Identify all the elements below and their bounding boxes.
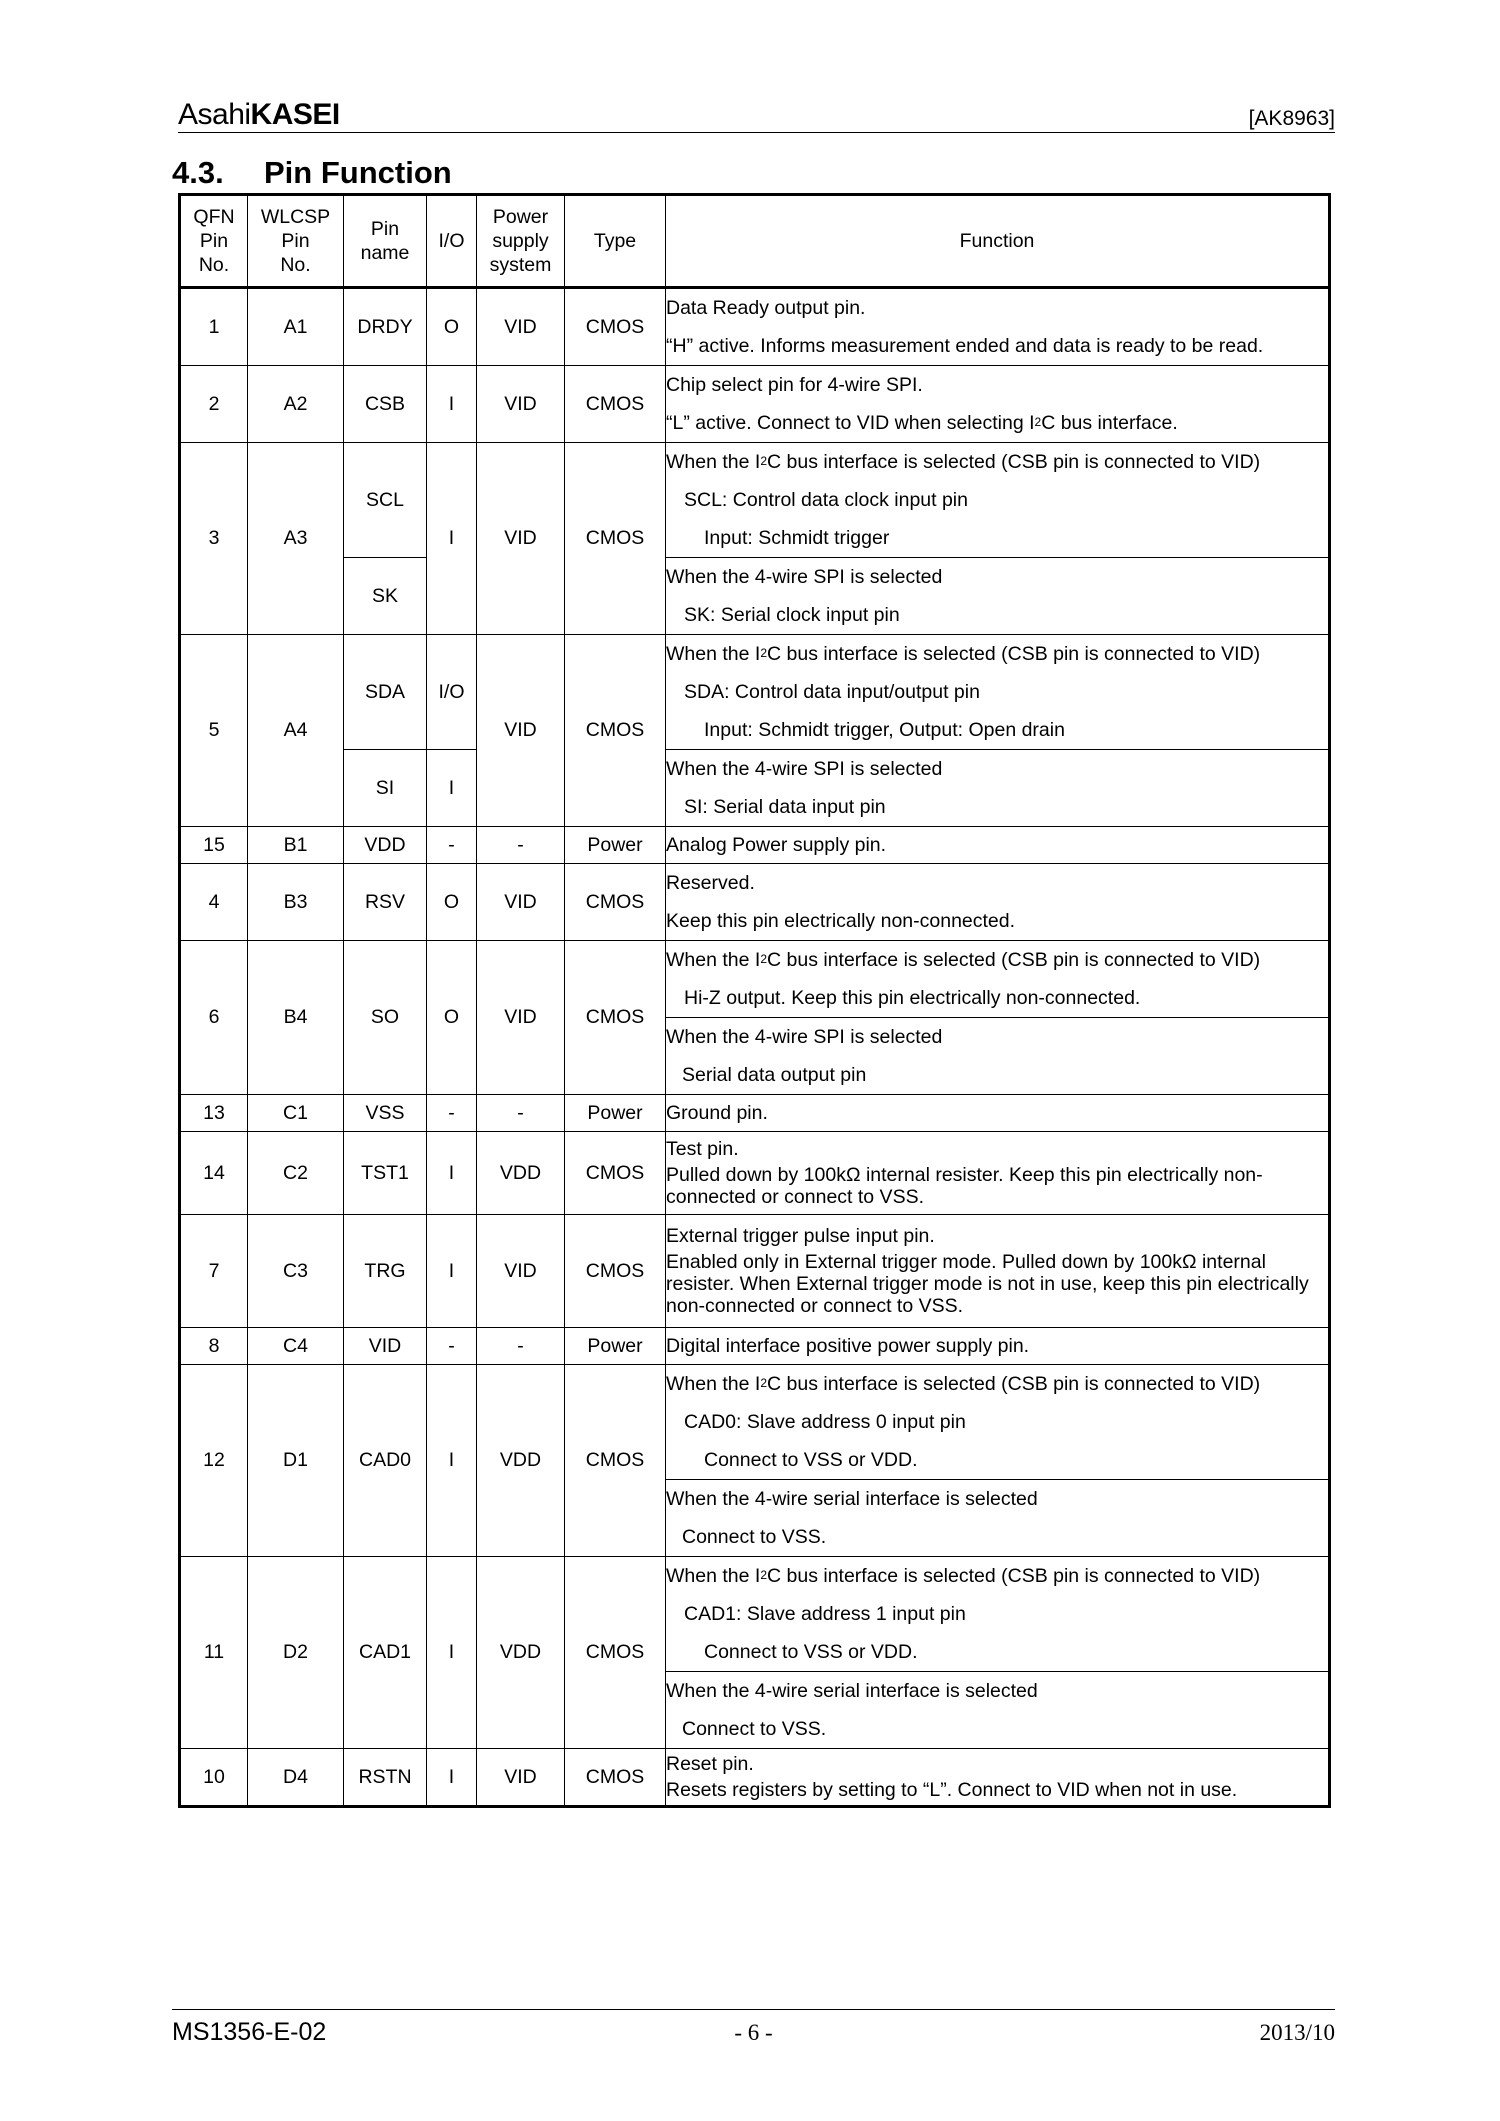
logo-text-kasei: KASEI <box>250 98 340 131</box>
cell-wlcsp: D2 <box>248 1557 344 1749</box>
cell-pin-name: SCL <box>344 443 427 558</box>
cell-function: When the 4-wire serial interface is selected Connect to VSS. <box>666 1480 1330 1557</box>
header-io: I/O <box>427 195 477 288</box>
cell-pin-name: VID <box>344 1328 427 1365</box>
cell-type: CMOS <box>565 1215 666 1328</box>
cell-power: - <box>477 1328 565 1365</box>
cell-power: VID <box>477 941 565 1095</box>
cell-function: When the $I^2C$ bus interface is selected (CSB pin is connected to VID) CAD1: Slave address 1 input pin Connect to VSS or VDD. <box>666 1557 1330 1672</box>
cell-io: I <box>427 1557 477 1749</box>
cell-type: CMOS <box>565 1749 666 1807</box>
cell-type: CMOS <box>565 1557 666 1749</box>
document-date: 2013/10 <box>1259 2020 1335 2045</box>
cell-wlcsp: C3 <box>248 1215 344 1328</box>
cell-pin-name: CAD1 <box>344 1557 427 1749</box>
header-qfn-pin-no: QFN Pin No. <box>180 195 248 288</box>
cell-pin-name: TST1 <box>344 1132 427 1215</box>
cell-io: I <box>427 443 477 635</box>
cell-function: External trigger pulse input pin. Enabled only in External trigger mode. Pulled down by 100kΩ internal resister. When External trigger mode is not in use, keep this pin electrically non-connected or connect to VSS. <box>666 1215 1330 1328</box>
cell-power: VID <box>477 366 565 443</box>
cell-type: CMOS <box>565 864 666 941</box>
table-row <box>180 1749 1330 1807</box>
cell-io: I <box>427 1365 477 1557</box>
cell-wlcsp: A2 <box>248 366 344 443</box>
cell-wlcsp: A1 <box>248 288 344 366</box>
cell-wlcsp: B1 <box>248 827 344 864</box>
document-id: [AK8963] <box>1248 107 1335 130</box>
cell-qfn: 1 <box>180 288 248 366</box>
cell-function: Digital interface positive power supply pin. <box>666 1328 1330 1365</box>
company-logo <box>178 100 340 130</box>
document-number: MS1356-E-02 <box>172 2018 327 2046</box>
cell-function: When the $I^2C$ bus interface is selected (CSB pin is connected to VID) Hi-Z output. Keep this pin electrically non-connected. <box>666 941 1330 1018</box>
cell-pin-name: RSV <box>344 864 427 941</box>
cell-wlcsp: C2 <box>248 1132 344 1215</box>
cell-function: When the $I^2C$ bus interface is selected (CSB pin is connected to VID) SDA: Control data input/output pin Input: Schmidt trigger, Output: Open drain <box>666 635 1330 750</box>
cell-power: - <box>477 1095 565 1132</box>
cell-type: Power <box>565 827 666 864</box>
table-row <box>180 635 1330 750</box>
header-pin-name: Pin name <box>344 195 427 288</box>
cell-io: I <box>427 366 477 443</box>
cell-power: - <box>477 827 565 864</box>
cell-power: VDD <box>477 1557 565 1749</box>
table-row <box>180 366 1330 443</box>
cell-power: VID <box>477 864 565 941</box>
cell-qfn: 5 <box>180 635 248 827</box>
cell-io: I <box>427 1215 477 1328</box>
cell-wlcsp: B3 <box>248 864 344 941</box>
cell-function: When the 4-wire SPI is selected Serial data output pin <box>666 1018 1330 1095</box>
page-footer <box>172 2009 1335 2050</box>
table-row <box>180 827 1330 864</box>
table-row <box>180 750 1330 827</box>
cell-qfn: 14 <box>180 1132 248 1215</box>
cell-io: I/O <box>427 635 477 750</box>
cell-pin-name: TRG <box>344 1215 427 1328</box>
cell-wlcsp: C4 <box>248 1328 344 1365</box>
cell-io: - <box>427 1328 477 1365</box>
cell-io: I <box>427 1749 477 1807</box>
cell-pin-name: VDD <box>344 827 427 864</box>
cell-function: When the 4-wire serial interface is selected Connect to VSS. <box>666 1672 1330 1749</box>
cell-wlcsp: A4 <box>248 635 344 827</box>
header-power-supply-system: Power supply system <box>477 195 565 288</box>
cell-function: When the $I^2C$ bus interface is selected (CSB pin is connected to VID) SCL: Control data clock input pin Input: Schmidt trigger <box>666 443 1330 558</box>
cell-pin-name: SI <box>344 750 427 827</box>
cell-function: Data Ready output pin. “H” active. Informs measurement ended and data is ready to be read. <box>666 288 1330 366</box>
cell-wlcsp: A3 <box>248 443 344 635</box>
cell-power: VID <box>477 288 565 366</box>
section-number: 4.3. <box>172 155 224 190</box>
cell-power: VDD <box>477 1365 565 1557</box>
cell-qfn: 11 <box>180 1557 248 1749</box>
cell-wlcsp: C1 <box>248 1095 344 1132</box>
cell-function: When the 4-wire SPI is selected SI: Serial data input pin <box>666 750 1330 827</box>
cell-function: Ground pin. <box>666 1095 1330 1132</box>
cell-qfn: 2 <box>180 366 248 443</box>
cell-power: VID <box>477 1749 565 1807</box>
cell-qfn: 13 <box>180 1095 248 1132</box>
cell-wlcsp: D1 <box>248 1365 344 1557</box>
cell-qfn: 10 <box>180 1749 248 1807</box>
cell-qfn: 8 <box>180 1328 248 1365</box>
cell-io: - <box>427 1095 477 1132</box>
table-row <box>180 1557 1330 1672</box>
table-row <box>180 288 1330 366</box>
cell-qfn: 12 <box>180 1365 248 1557</box>
table-row <box>180 1132 1330 1215</box>
table-row <box>180 1365 1330 1480</box>
cell-pin-name: RSTN <box>344 1749 427 1807</box>
cell-type: CMOS <box>565 1132 666 1215</box>
cell-qfn: 6 <box>180 941 248 1095</box>
table-row <box>180 1215 1330 1328</box>
cell-io: I <box>427 750 477 827</box>
cell-type: CMOS <box>565 366 666 443</box>
cell-io: O <box>427 864 477 941</box>
cell-type: CMOS <box>565 1365 666 1557</box>
cell-pin-name: SK <box>344 558 427 635</box>
cell-function: Reset pin. Resets registers by setting to “L”. Connect to VID when not in use. <box>666 1749 1330 1807</box>
cell-function: Reserved. Keep this pin electrically non-connected. <box>666 864 1330 941</box>
cell-power: VDD <box>477 1132 565 1215</box>
header-wlcsp-pin-no: WLCSP Pin No. <box>248 195 344 288</box>
cell-io: O <box>427 288 477 366</box>
cell-function: Test pin. Pulled down by 100kΩ internal resister. Keep this pin electrically non-connected or connect to VSS. <box>666 1132 1330 1215</box>
table-row <box>180 1095 1330 1132</box>
cell-function: Chip select pin for 4-wire SPI. “L” active. Connect to VID when selecting $I^2C$ bus interface. <box>666 366 1330 443</box>
cell-io: I <box>427 1132 477 1215</box>
table-row <box>180 443 1330 558</box>
cell-qfn: 15 <box>180 827 248 864</box>
cell-type: CMOS <box>565 941 666 1095</box>
cell-wlcsp: D4 <box>248 1749 344 1807</box>
page-number: - 6 - <box>734 2020 773 2045</box>
cell-type: Power <box>565 1328 666 1365</box>
cell-type: CMOS <box>565 443 666 635</box>
section-title: Pin Function <box>264 155 452 190</box>
header-function: Function <box>666 195 1330 288</box>
cell-power: VID <box>477 1215 565 1328</box>
cell-power: VID <box>477 443 565 635</box>
cell-pin-name: CSB <box>344 366 427 443</box>
cell-type: Power <box>565 1095 666 1132</box>
section-heading <box>172 155 452 191</box>
cell-function: Analog Power supply pin. <box>666 827 1330 864</box>
cell-qfn: 3 <box>180 443 248 635</box>
cell-function: When the $I^2C$ bus interface is selected (CSB pin is connected to VID) CAD0: Slave address 0 input pin Connect to VSS or VDD. <box>666 1365 1330 1480</box>
table-row <box>180 941 1330 1018</box>
cell-pin-name: SO <box>344 941 427 1095</box>
table-row <box>180 1328 1330 1365</box>
cell-pin-name: VSS <box>344 1095 427 1132</box>
page-header <box>178 96 1335 133</box>
logo-text-asahi: Asahi <box>178 98 251 131</box>
cell-qfn: 7 <box>180 1215 248 1328</box>
cell-type: CMOS <box>565 635 666 827</box>
cell-type: CMOS <box>565 288 666 366</box>
header-type: Type <box>565 195 666 288</box>
cell-pin-name: DRDY <box>344 288 427 366</box>
cell-pin-name: SDA <box>344 635 427 750</box>
cell-pin-name: CAD0 <box>344 1365 427 1557</box>
cell-power: VID <box>477 635 565 827</box>
cell-io: O <box>427 941 477 1095</box>
table-row <box>180 864 1330 941</box>
cell-function: When the 4-wire SPI is selected SK: Serial clock input pin <box>666 558 1330 635</box>
cell-qfn: 4 <box>180 864 248 941</box>
pin-function-table <box>178 193 1331 1808</box>
table-header-row <box>180 195 1330 288</box>
cell-io: - <box>427 827 477 864</box>
table-row <box>180 558 1330 635</box>
cell-wlcsp: B4 <box>248 941 344 1095</box>
